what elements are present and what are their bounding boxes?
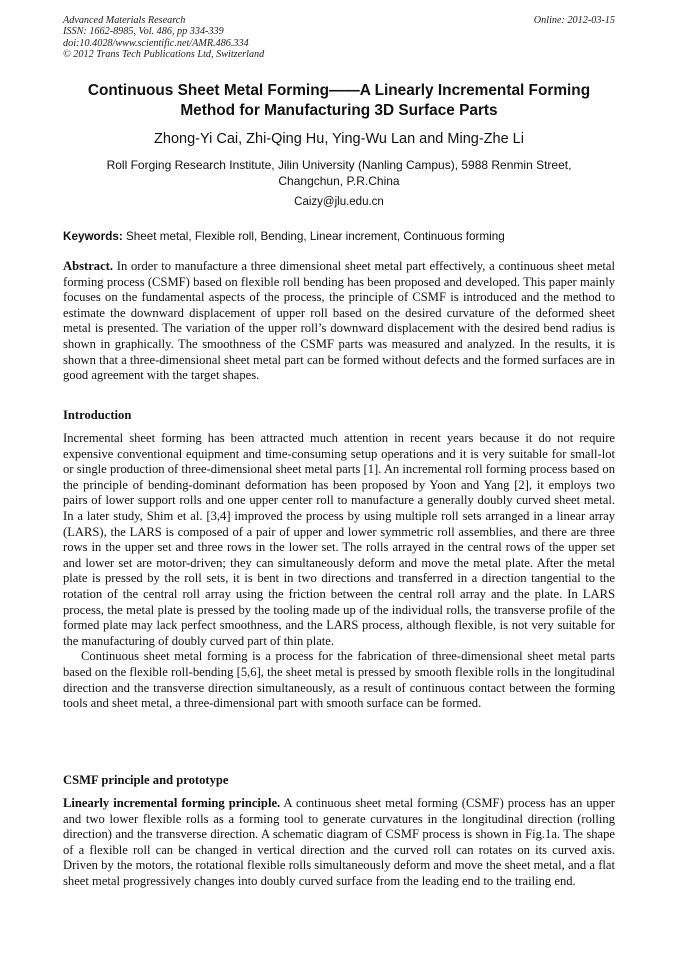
abstract bbox=[63, 259, 615, 384]
keywords bbox=[63, 230, 615, 244]
doi-line: doi:10.4028/www.scientific.net/AMR.486.334 bbox=[63, 37, 249, 49]
paper-title bbox=[40, 81, 638, 120]
author-email[interactable]: Caizy@jlu.edu.cn bbox=[294, 196, 384, 208]
journal-name: Advanced Materials Research bbox=[63, 15, 186, 26]
keywords-label: Keywords: bbox=[63, 230, 123, 243]
issn-line: ISSN: 1662-8985, Vol. 486, pp 334-339 bbox=[63, 26, 224, 38]
paragraph: Incremental sheet forming has been attracted much attention in recent years because it do not require expensive conventional equipment and time-consuming setup operations and it is very suitable for small-lot or single production of three-dimensional sheet metal parts [1]. An incremental roll forming process based on the principle of bending-dominant deformation has been proposed by Yoon and Yang [2], it employs two pairs of lower support rolls and one upper center roll to manufacture a generally doubly curved sheet metal. In a later study, Shim et al. [3,4] improved the process by using multiple roll sets arranged in a linear array (LARS), the LARS is composed of a pair of upper and lower symmetric roll assemblies, and there are three rows in the upper set and three rows in the lower set. The rolls arrayed in the central rows of the upper set and lower set are motor-driven; they can simultaneously deform and move the metal plate. After the metal plate is pressed by the roll sets, it is bent in two directions and transferred in a direction tangential to the rotation of the central roll array using the friction between the central roll array and the plate. In LARS process, the metal plate is pressed by the tooling made up of the individual rolls, the transverse profile of the formed plate may lack perfect smoothness, and the LARS process, although flexible, is not very suitable for the manufacturing of doubly curved part of thin plate. bbox=[63, 431, 615, 648]
title-line-2: Method for Manufacturing 3D Surface Parts bbox=[180, 101, 498, 119]
copyright-line: © 2012 Trans Tech Publications Ltd, Switzerland bbox=[63, 49, 265, 61]
paragraph: A continuous sheet metal forming (CSMF) process has an upper and two lower flexible rolls as a forming tool to generate curvatures in the longitudinal direction (rolling direction) and the transverse direction. A schematic diagram of CSMF process is shown in Fig.1a. The shape of a flexible roll can be changed in vertical direction and the curved roll can rotates on its curved axis. Driven by the motors, the rotational flexible rolls simultaneously deform and move the sheet metal, and a flat sheet metal progressively changes into doubly curved surface from the leading end to the trailing end. bbox=[63, 796, 615, 888]
section-heading-csmf: CSMF principle and prototype bbox=[63, 773, 229, 787]
online-date: Online: 2012-03-15 bbox=[533, 15, 615, 26]
keywords-text: Sheet metal, Flexible roll, Bending, Linear increment, Continuous forming bbox=[126, 230, 505, 243]
paragraph: Continuous sheet metal forming is a process for the fabrication of three-dimensional sheet metal parts based on the flexible roll-bending [5,6], the sheet metal is pressed by smooth flexible rolls in the longitudinal direction and the transverse direction simultaneously, as a result of continuous contact between the forming tools and sheet metal, a three-dimensional part with smooth surface can be formed. bbox=[63, 649, 615, 711]
affiliation bbox=[80, 157, 598, 189]
abstract-text: In order to manufacture a three dimensional sheet metal part effectively, a continuous sheet metal forming process (CSMF) based on flexible roll bending has been proposed and developed. This paper mainly focuses on the fundamental aspects of the process, the principle of CSMF is introduced and the method to estimate the downward displacement of upper roll based on the desired curvature of the deformed sheet metal is presented. The variation of the upper roll’s downward displacement with the desired bend radius is shown in graphically. The smoothness of the CSMF parts was measured and analyzed. In the results, it is shown that a three-dimensional sheet metal part can be formed without defects and the formed surfaces are in good agreement with the target shapes. bbox=[63, 259, 616, 383]
subsection-heading: Linearly incremental forming principle. bbox=[63, 796, 281, 810]
affiliation-line-2: Changchun, P.R.China bbox=[278, 174, 400, 188]
abstract-label: Abstract. bbox=[63, 259, 114, 273]
author-list: Zhong-Yi Cai, Zhi-Qing Hu, Ying-Wu Lan and Ming-Zhe Li bbox=[154, 131, 524, 147]
introduction-body bbox=[63, 431, 615, 712]
affiliation-line-1: Roll Forging Research Institute, Jilin University (Nanling Campus), 5988 Renmin Street, bbox=[106, 158, 572, 172]
title-line-1: Continuous Sheet Metal Forming——A Linearly Incremental Forming bbox=[87, 82, 591, 99]
journal-header bbox=[63, 15, 264, 61]
section-heading-introduction: Introduction bbox=[63, 408, 132, 422]
csmf-body bbox=[63, 796, 615, 890]
